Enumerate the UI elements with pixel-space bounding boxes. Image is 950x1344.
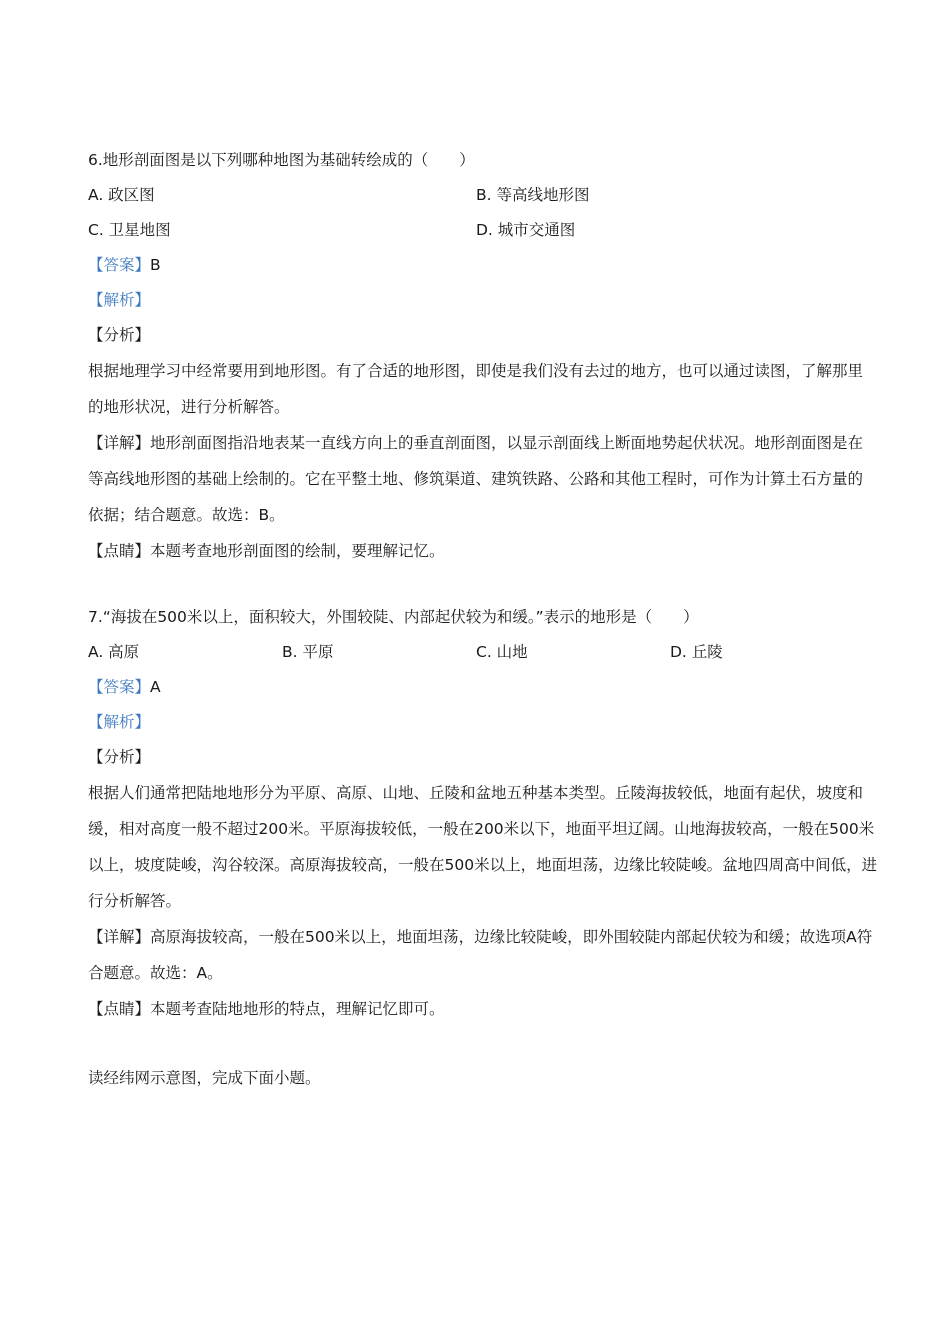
group-intro [88,1068,878,1088]
intro-text: 读经纬网示意图，完成下面小题。 [88,1069,321,1087]
fenxi-text: 根据地理学习中经常要用到地形图。有了合适的地形图，即使是我们没有去过的地方，也可以通过读图，了解那里的地形状况，进行分析解答。 [88,362,864,416]
detail-text: 【详解】地形剖面图指沿地表某一直线方向上的垂直剖面图，以显示剖面线上断面地势起伏状况。地形剖面图是在等高线地形图的基础上绘制的。它在平整土地、修筑渠道、建筑铁路、公路和其他工程时，可作为计算土石方量的依据；结合题意。故选：B。 [88,434,864,524]
answer-line [88,255,878,275]
option-d: D. 城市交通图 [476,221,576,239]
answer-value: A [150,678,161,696]
option-row [88,185,878,205]
option-b: B. 平原 [282,643,334,661]
option-a: A. 高原 [88,643,140,661]
option-c: C. 卫星地图 [88,221,171,239]
analysis-heading: 【解析】 [88,291,151,309]
option-a: A. 政区图 [88,186,155,204]
fenxi-text: 根据人们通常把陆地地形分为平原、高原、山地、丘陵和盆地五种基本类型。丘陵海拔较低，地面有起伏，坡度和缓，相对高度一般不超过200米。平原海拔较低，一般在200米以下，地面平坦辽阔。山地海拔较高，一般在500米以上，坡度陡峻，沟谷较深。高原海拔较高，一般在500米以上，地面坦荡，边缘比较陡峻。盆地四周高中间低，进行分析解答。 [88,784,878,910]
analysis-heading: 【解析】 [88,713,151,731]
detail-text: 【详解】高原海拔较高，一般在500米以上，地面坦荡，边缘比较陡峻，即外围较陡内部起伏较为和缓；故选项A符合题意。故选：A。 [88,928,873,982]
fenxi-heading: 【分析】 [88,326,151,344]
tip-text: 【点睛】本题考查陆地地形的特点，理解记忆即可。 [88,1000,445,1018]
option-c: C. 山地 [476,643,528,661]
answer-value: B [150,256,161,274]
option-b: B. 等高线地形图 [476,186,590,204]
option-row [88,642,878,662]
option-row [88,220,878,240]
question-stem: 7.“海拔在500米以上，面积较大，外围较陡、内部起伏较为和缓。”表示的地形是（ ） [88,608,699,626]
answer-tag: 【答案】 [88,256,151,274]
question-6 [88,150,878,569]
question-stem: 6.地形剖面图是以下列哪种地图为基础转绘成的（ ） [88,151,475,169]
question-7 [88,607,878,1027]
tip-text: 【点睛】本题考查地形剖面图的绘制，要理解记忆。 [88,542,445,560]
answer-tag: 【答案】 [88,678,151,696]
answer-line [88,677,878,697]
fenxi-heading: 【分析】 [88,748,151,766]
option-d: D. 丘陵 [670,643,723,661]
